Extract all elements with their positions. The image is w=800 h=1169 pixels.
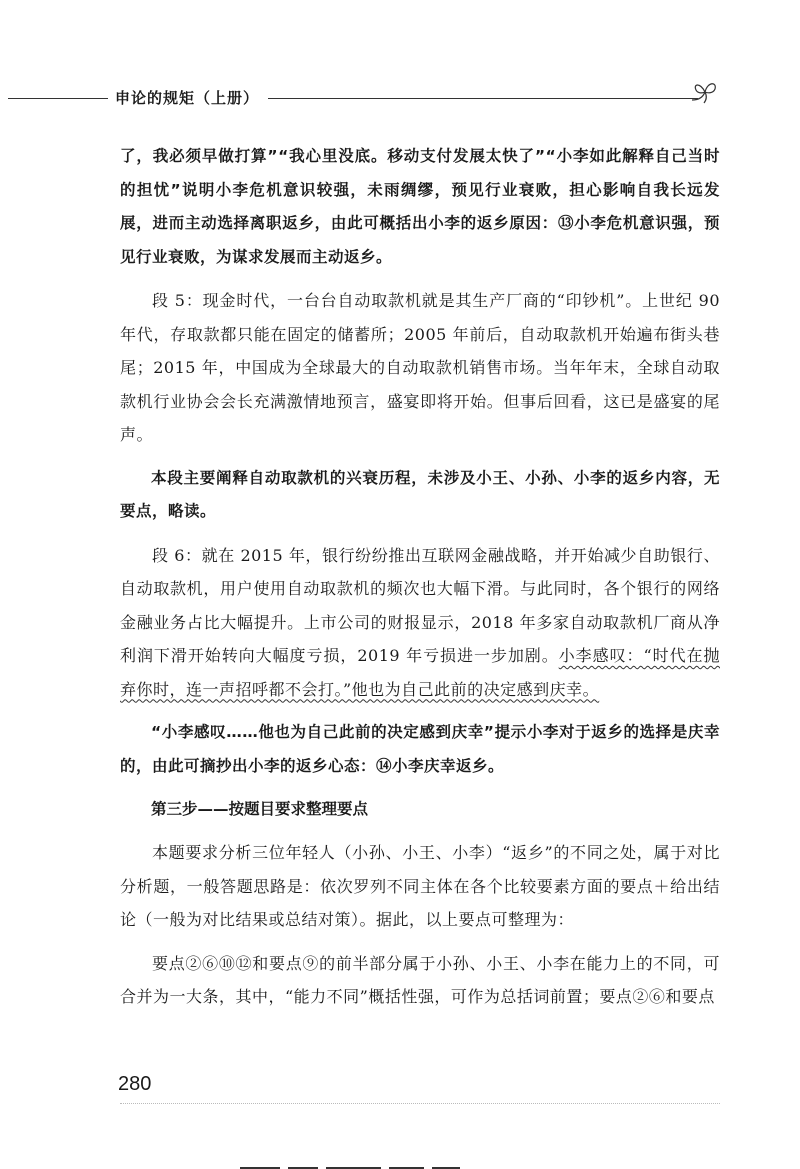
source-paragraph-6-text: 段 6：就在 2015 年，银行纷纷推出互联网金融战略，并开始减少自助银行、自动取款机，用户使用自动取款机的频次也大幅下滑。与此同时，各个银行的网络金融业务占比大幅提升。上市公司的财报显示，2018 年多家自动取款机厂商从净利润下滑开始转向大幅度亏损，2019 年亏损进一步加剧。 — [120, 545, 720, 665]
source-paragraph-6 — [120, 539, 720, 707]
analysis-paragraph-skip: 本段主要阐释自动取款机的兴衰历程，未涉及小王、小孙、小李的返乡内容，无要点，略读。 — [120, 468, 720, 520]
scan-edge-artifact — [240, 1155, 480, 1169]
wavy-underlined-quote: 小李感叹：“时代在抛弃你时，连一声招呼都不会打。”他也为自己此前的决定感到庆幸。 — [120, 646, 720, 699]
footer-rule — [120, 1103, 720, 1104]
sprout-icon — [690, 78, 720, 104]
analysis-paragraph-return-attitude: “小李感叹……他也为自己此前的决定感到庆幸”提示小李对于返乡的选择是庆幸的，由此可摘抄出小李的返乡心态：⑭小李庆幸返乡。 — [120, 723, 720, 775]
analysis-paragraph-return-reason: 了，我必须早做打算”“我心里没底。移动支付发展太快了”“小李如此解释自己当时的担忧”说明小李危机意识较强，未雨绸缪，预见行业衰败，担心影响自我长远发展，进而主动选择离职返乡，由此可概括出小李的返乡原因：⑬小李危机意识强，预见行业衰败，为谋求发展而主动返乡。 — [120, 147, 720, 266]
header-rule-left — [8, 98, 108, 99]
page-number: 280 — [118, 1073, 152, 1095]
question-analysis-paragraph: 本题要求分析三位年轻人（小孙、小王、小李）“返乡”的不同之处，属于对比分析题，一般答题思路是：依次罗列不同主体在各个比较要素方面的要点＋给出结论（一般为对比结果或总结对策）。据此，以上要点可整理为： — [120, 843, 720, 929]
book-title: 申论的规矩（上册） — [115, 89, 260, 107]
key-points-paragraph: 要点②⑥⑩⑫和要点⑨的前半部分属于小孙、小王、小李在能力上的不同，可合并为一大条，其中，“能力不同”概括性强，可作为总括词前置；要点②⑥和要点 — [120, 953, 720, 1006]
running-header — [0, 78, 800, 118]
page-body — [120, 140, 720, 1024]
step-three-heading: 第三步——按题目要求整理要点 — [151, 800, 369, 818]
source-paragraph-5: 段 5：现金时代，一台台自动取款机就是其生产厂商的“印钞机”。上世纪 90 年代，存取款都只能在固定的储蓄所；2005 年前后，自动取款机开始遍布街头巷尾；2015 年，中国成为全球最大的自动取款机销售市场。当年年末，全球自动取款机行业协会会长充满激情地预言，盛宴即将开始。但事后回看，这已是盛宴的尾声。 — [120, 291, 720, 444]
header-rule-right — [268, 98, 698, 99]
